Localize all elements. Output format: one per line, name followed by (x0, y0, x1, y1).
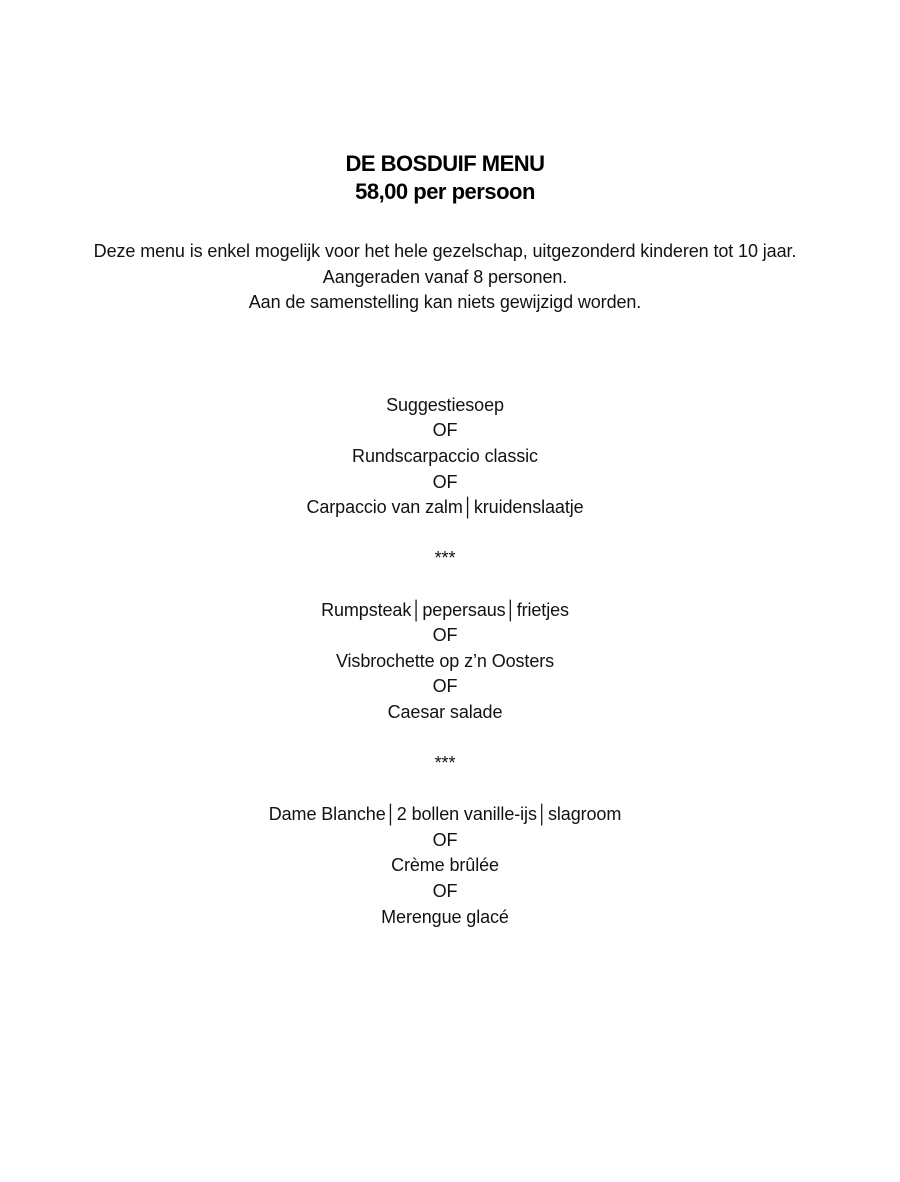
conditions-note (0, 239, 890, 316)
or-separator: OF (432, 676, 458, 697)
or-separator: OF (432, 625, 458, 646)
or-separator: OF (432, 881, 458, 902)
menu-option: Rundscarpaccio classic (352, 445, 538, 466)
note-line: Deze menu is enkel mogelijk voor het hele gezelschap, uitgezonderd kinderen tot 10 jaar. (93, 241, 797, 261)
menu-option: Caesar salade (387, 701, 503, 722)
price-line: 58,00 per persoon (355, 179, 535, 204)
mains-course (0, 598, 890, 726)
or-separator: OF (432, 829, 458, 850)
note-line: Aan de samenstelling kan niets gewijzigd worden. (248, 292, 642, 313)
menu-option: Crème brûlée (391, 855, 499, 876)
menu-header (0, 150, 890, 206)
desserts-course (0, 802, 890, 930)
menu-option: Rumpsteak│pepersaus│frietjes (321, 599, 569, 620)
menu-option: Suggestiesoep (386, 394, 504, 415)
menu-courses (0, 393, 890, 930)
menu-option: Carpaccio van zalm│kruidenslaatje (306, 497, 584, 518)
menu-option: Merengue glacé (381, 906, 509, 927)
or-separator: OF (432, 471, 458, 492)
course-divider: *** (434, 753, 456, 774)
starters-course (0, 393, 890, 521)
course-divider: *** (434, 548, 456, 569)
note-line: Aangeraden vanaf 8 personen. (322, 266, 568, 287)
or-separator: OF (432, 420, 458, 441)
page-title: DE BOSDUIF MENU (345, 151, 545, 176)
menu-option: Dame Blanche│2 bollen vanille-ijs│slagroom (268, 804, 622, 825)
menu-option: Visbrochette op z’n Oosters (335, 650, 555, 671)
